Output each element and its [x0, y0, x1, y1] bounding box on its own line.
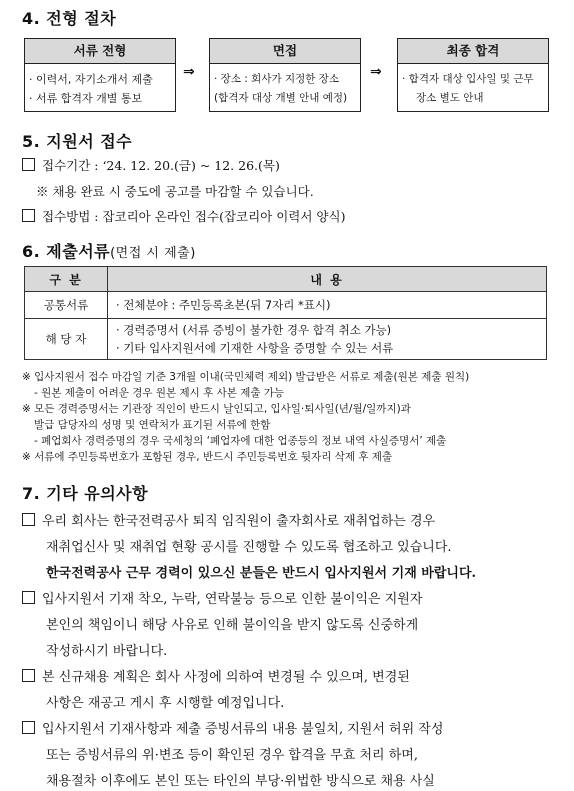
- step-line: 장소 별도 안내: [416, 92, 484, 104]
- step-line: · 합격자 대상 입사일 및 근무: [402, 73, 534, 85]
- step-header: 면접: [210, 39, 360, 64]
- section-6-subtitle: (면접 시 제출): [110, 246, 196, 261]
- documents-table: [24, 266, 547, 360]
- note-line: - 폐업회사 경력증명의 경우 국세청의 ‘폐업자에 대한 업종등의 정보 내역 사실증명서’ 제출: [34, 435, 447, 447]
- notice-line: 재취업신사 및 재취업 현황 공시를 진행할 수 있도록 협조하고 있습니다.: [46, 540, 452, 555]
- step-line: · 장소 : 회사가 지정한 장소: [214, 73, 339, 85]
- note-line: ※ 서류에 주민등록번호가 포함된 경우, 반드시 주민등록번호 뒷자리 삭제 후 제출: [22, 451, 393, 463]
- section-7-title: 7. 기타 유의사항: [22, 484, 149, 503]
- checkbox-square-icon: [22, 721, 35, 734]
- checkbox-square-icon: [22, 209, 35, 222]
- header-content: 내 용: [108, 267, 547, 292]
- row-label: 공통서류: [25, 292, 108, 319]
- step-line: (합격자 대상 개별 안내 예정): [214, 92, 348, 104]
- notice-line: 작성하시기 바랍니다.: [46, 644, 168, 659]
- note-line: ※ 입사지원서 접수 마감일 기준 3개월 이내(국민체력 제외) 발급받은 서류로 제출(원본 제출 원칙): [22, 371, 470, 383]
- step-interview: [209, 38, 361, 112]
- table-header-row: [25, 267, 547, 292]
- notice-paragraph: 본 신규채용 계획은 회사 사정에 의하여 변경될 수 있으며, 변경된: [22, 666, 410, 685]
- application-period: 접수기간 : ‘24. 12. 20.(금) ~ 12. 26.(목): [22, 156, 280, 174]
- notice-paragraph: 입사지원서 기재 착오, 누락, 연락불능 등으로 인한 불이익은 지원자: [22, 588, 422, 607]
- early-close-note: ※ 채용 완료 시 중도에 공고를 마감할 수 있습니다.: [36, 184, 314, 199]
- step-header: 서류 전형: [25, 39, 175, 64]
- step-final-pass: [397, 38, 549, 112]
- checkbox-square-icon: [22, 591, 35, 604]
- note-line: - 원본 제출이 어려운 경우 원본 제시 후 사본 제출 가능: [34, 387, 285, 399]
- application-method: 접수방법 : 잡코리아 온라인 접수(잡코리아 이력서 양식): [22, 207, 345, 225]
- notice-line: 본인의 책임이니 해당 사유로 인해 불이익을 받지 않도록 신중하게: [46, 618, 419, 633]
- notice-line: 또는 증빙서류의 위·변조 등이 확인된 경우 합격을 무효 처리 하며,: [46, 748, 418, 763]
- step-header: 최종 합격: [398, 39, 548, 64]
- note-line: ※ 모든 경력증명서는 기관장 직인이 반드시 날인되고, 입사일·퇴사일(년/월/일까지)과: [22, 403, 411, 415]
- checkbox-square-icon: [22, 158, 35, 171]
- notice-paragraph: 우리 회사는 한국전력공사 퇴직 임직원이 출자회사로 재취업하는 경우: [22, 510, 435, 529]
- step-line: · 이력서, 자기소개서 제출: [29, 73, 153, 86]
- arrow-icon: ⇒: [183, 64, 195, 80]
- note-line: 발급 담당자의 성명 및 연락처가 표기된 서류에 한함: [34, 419, 271, 431]
- table-row: [25, 292, 547, 319]
- row-content: · 경력증명서 (서류 증빙이 불가한 경우 합격 취소 가능) · 기타 입사지원서에 기재한 사항을 증명할 수 있는 서류: [108, 319, 547, 360]
- notice-paragraph: 입사지원서 기재사항과 제출 증빙서류의 내용 불일치, 지원서 허위 작성: [22, 718, 443, 737]
- row-label: 해 당 자: [25, 319, 108, 360]
- section-5-title: 5. 지원서 접수: [22, 132, 133, 151]
- notice-line-bold: 한국전력공사 근무 경력이 있으신 분들은 반드시 입사지원서 기재 바랍니다.: [46, 566, 477, 581]
- checkbox-square-icon: [22, 669, 35, 682]
- table-row: [25, 319, 547, 360]
- step-line: · 서류 합격자 개별 통보: [29, 92, 143, 105]
- step-document-screening: [24, 38, 176, 112]
- notice-line: 사항은 재공고 게시 후 시행할 예정입니다.: [46, 696, 285, 711]
- notice-line: 채용절차 이후에도 본인 또는 타인의 부당·위법한 방식으로 채용 사실: [46, 774, 435, 789]
- arrow-icon: ⇒: [370, 64, 382, 80]
- row-content: · 전체분야 : 주민등록초본(뒤 7자리 *표시): [108, 292, 547, 319]
- section-6-title: 6. 제출서류(면접 시 제출): [22, 242, 196, 261]
- checkbox-square-icon: [22, 513, 35, 526]
- section-4-title: 4. 전형 절차: [22, 9, 117, 28]
- header-category: 구 분: [25, 267, 108, 292]
